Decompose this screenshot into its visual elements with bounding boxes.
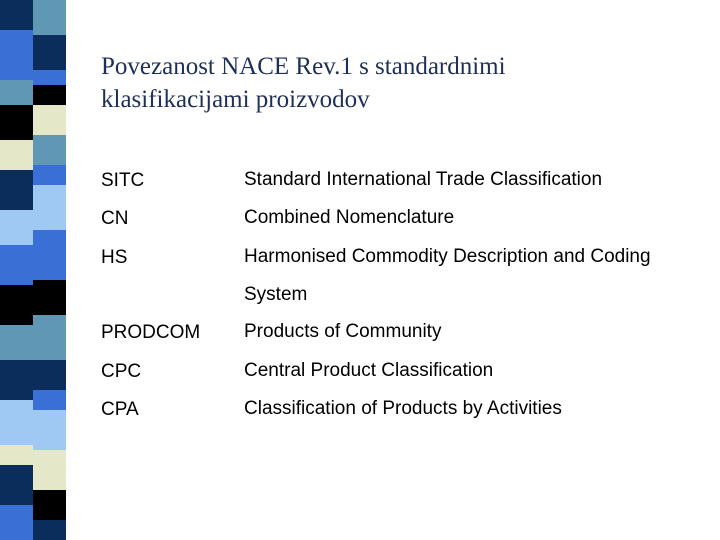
slide-title-line-2: klasifikacijami proizvodov xyxy=(101,86,370,113)
abbreviation-sitc: SITC xyxy=(101,170,145,191)
abbreviation-prodcom: PRODCOM xyxy=(101,322,201,343)
abbreviation-cpc: CPC xyxy=(101,361,142,382)
description-hs: Harmonised Commodity Description and Coding System xyxy=(244,246,651,305)
description-cn: Combined Nomenclature xyxy=(244,207,455,228)
abbreviation-cpa: CPA xyxy=(101,399,139,420)
description-sitc: Standard International Trade Classification xyxy=(244,169,603,190)
description-cpa: Classification of Products by Activities xyxy=(244,398,562,419)
abbreviation-cn: CN xyxy=(101,208,129,229)
description-cpc: Central Product Classification xyxy=(244,360,494,381)
description-prodcom: Products of Community xyxy=(244,321,442,342)
slide-title-line-1: Povezanost NACE Rev.1 s standardnimi xyxy=(101,53,506,80)
abbreviation-hs: HS xyxy=(101,247,128,268)
decorative-color-strip xyxy=(0,0,66,540)
slide-title xyxy=(101,50,661,116)
